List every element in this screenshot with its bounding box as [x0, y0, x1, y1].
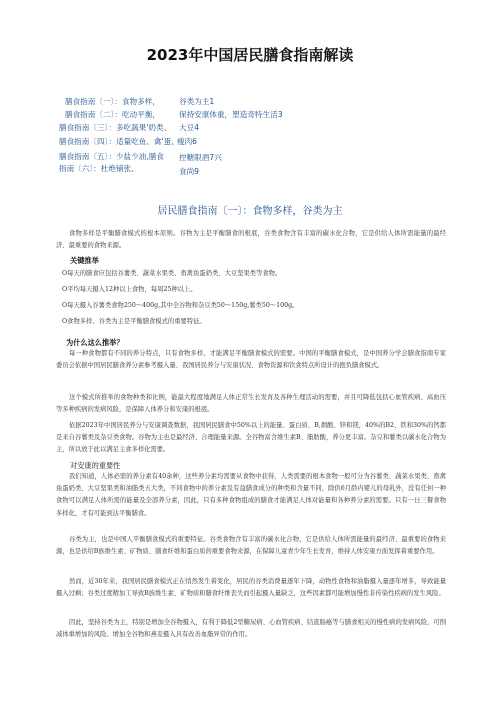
intro-paragraph: 食物多样是平衡膳食模式的根本原则。谷物为主是平衡膳食的根底，谷类食物含有丰富的碳水化合物，它是供给人体所需能量的最经济、最重要的食物来源。	[56, 230, 446, 250]
why-heading: 为什么这么推举？	[66, 338, 124, 347]
health-paragraph-4: 因此，坚持谷类为主，特别是增加全谷物摄入，有利于降低2型糖尿病、心血管疾病、结直肠癌等与膳食相关的慢性病的发病风险，可削减体重增加的风险。增加全谷物和燕麦摄入具有改善血脂异常的作用。	[56, 619, 446, 639]
list-item: O每天摄入谷薯类食物250～400g,其中全谷物和杂豆类50～150g,薯类50～100g。	[62, 302, 299, 309]
list-item: O平均每天摄入12种以上食物，每周25种以上。	[62, 286, 197, 293]
list-item: O食物多样、谷类为主是平衡膳食模式的重要特征。	[62, 318, 206, 325]
health-paragraph-3: 然而，近30年来，我国居民膳食模式正在悄然发生着变化，居民的谷类消费量逐年下降，动物性食物和油脂摄入量逐年增多，导致能量摄入过剩；谷类过度精加工导致B族维生素、矿物质和膳食纤维丧失而引起摄入量缺乏，这些因素都可能增加慢性非传染性疾病的发生风险。	[56, 578, 446, 598]
toc-item-3-page[interactable]: 大豆4	[179, 123, 200, 132]
toc-item-4-page[interactable]: 瘦肉6	[177, 137, 198, 146]
why-paragraph-1: 每一种食物都有不同的养分特点，只有食物多样，才能满足平衡膳食模式的需要。中国的平衡膳食模式，是中国养分学会膳食指南专家委员会依据中国居民膳食养分素参考摄入量、我国居民养分与安康状况、食物资源和饮食特点所设计的抱负膳食模式。	[56, 350, 446, 370]
list-item: O每天的膳食应包括谷薯类、蔬菜水果类、畜禽鱼蛋奶类、大豆坚果类等食物。	[62, 270, 282, 277]
toc-item-5-text[interactable]: 膳食指南〔五〕：少盐少油,膳食	[59, 152, 164, 161]
health-importance-heading: 对安康的重要性	[70, 461, 121, 470]
why-paragraph-3: 依据2023年中国居民养分与安康调查数据，我国居民膳食中50%以上的能量、蛋白质、B,烟酸、锌和镁，40%的B2、铁和30%的钙都是来自谷薯类及杂豆类食物。谷物为主也是最经济、合理能量来源。全谷物富含维生素B、脂肪酸，养分更丰富。杂豆和薯类以碳水化合物为主，所以放于此以满足主食多样化需要。	[56, 422, 446, 454]
toc-item-1-page[interactable]: 谷类为主1	[179, 97, 215, 106]
key-recommendations-list	[62, 266, 442, 330]
toc-item-6-text[interactable]: 指南〔六〕：杜绝铺张,	[59, 164, 134, 173]
toc-item-5-page[interactable]: 控糖限酒7兴	[179, 153, 222, 162]
toc-item-4-text[interactable]: 膳食指南〔四〕：适量吃鱼、禽'蛋、	[59, 137, 179, 146]
toc-item-2-text[interactable]: 膳食指南〔二〕：吃动平衡，	[65, 110, 160, 119]
toc-item-3-text[interactable]: 膳食指南〔三〕：多吃蔬果'奶类、	[59, 123, 172, 132]
toc-item-1-text[interactable]: 膳食指南〔一〕：食物多样，	[65, 97, 160, 106]
page-title: 2023年中国居民膳食指南解读	[146, 46, 354, 64]
key-recommendations-heading: 关键推举	[70, 256, 99, 265]
health-paragraph-2: 谷类为主，也是中国人平衡膳食模式的重要特征。谷类食物含有丰富的碳水化合物，它是供给人体所需能量的最经济、最重要的食物来源，也是供给B族维生素、矿物质、膳食纤维和蛋白质的重要食物来源，在保障儿童青少年生长发育，维持人体安康方面发挥着重要作用。	[56, 536, 446, 556]
section-heading: 居民膳食指南〔一〕：食物多样，谷类为主	[157, 206, 343, 217]
toc-item-2-page[interactable]: 保持安康体重，塑造奇特生活3	[179, 110, 283, 119]
why-paragraph-2: 这个模式所推举的食物种类和比例，能最大程度地满足人体正常生长发育及各种生理活动的需要，并且可降低包括心血管疾病、高血压等多种疾病的发病风险，是保障人体养分和安康的根底。	[56, 394, 446, 414]
health-paragraph-1: 我们知道，人体必需的养分素有40余种，这些养分素均需要从食物中获得，人类需要的根本食物一般可分为谷薯类、蔬菜水果类、畜禽鱼蛋奶类、大豆坚果类和油脂类五大类，不同食物中的养分素及有益膳食成分的种类和含量不同，除供6月龄内婴儿的母乳外，没有任何一种食物可以满足人体所需的能量及全部养分素，因此，只有多种食物组成的膳食才能满足人体对能量和各种养分素的需要。只有一日三餐食物多样化，才有可能到达平衡膳食。	[56, 473, 446, 517]
toc-item-6-page[interactable]: 食尚9	[179, 167, 200, 176]
